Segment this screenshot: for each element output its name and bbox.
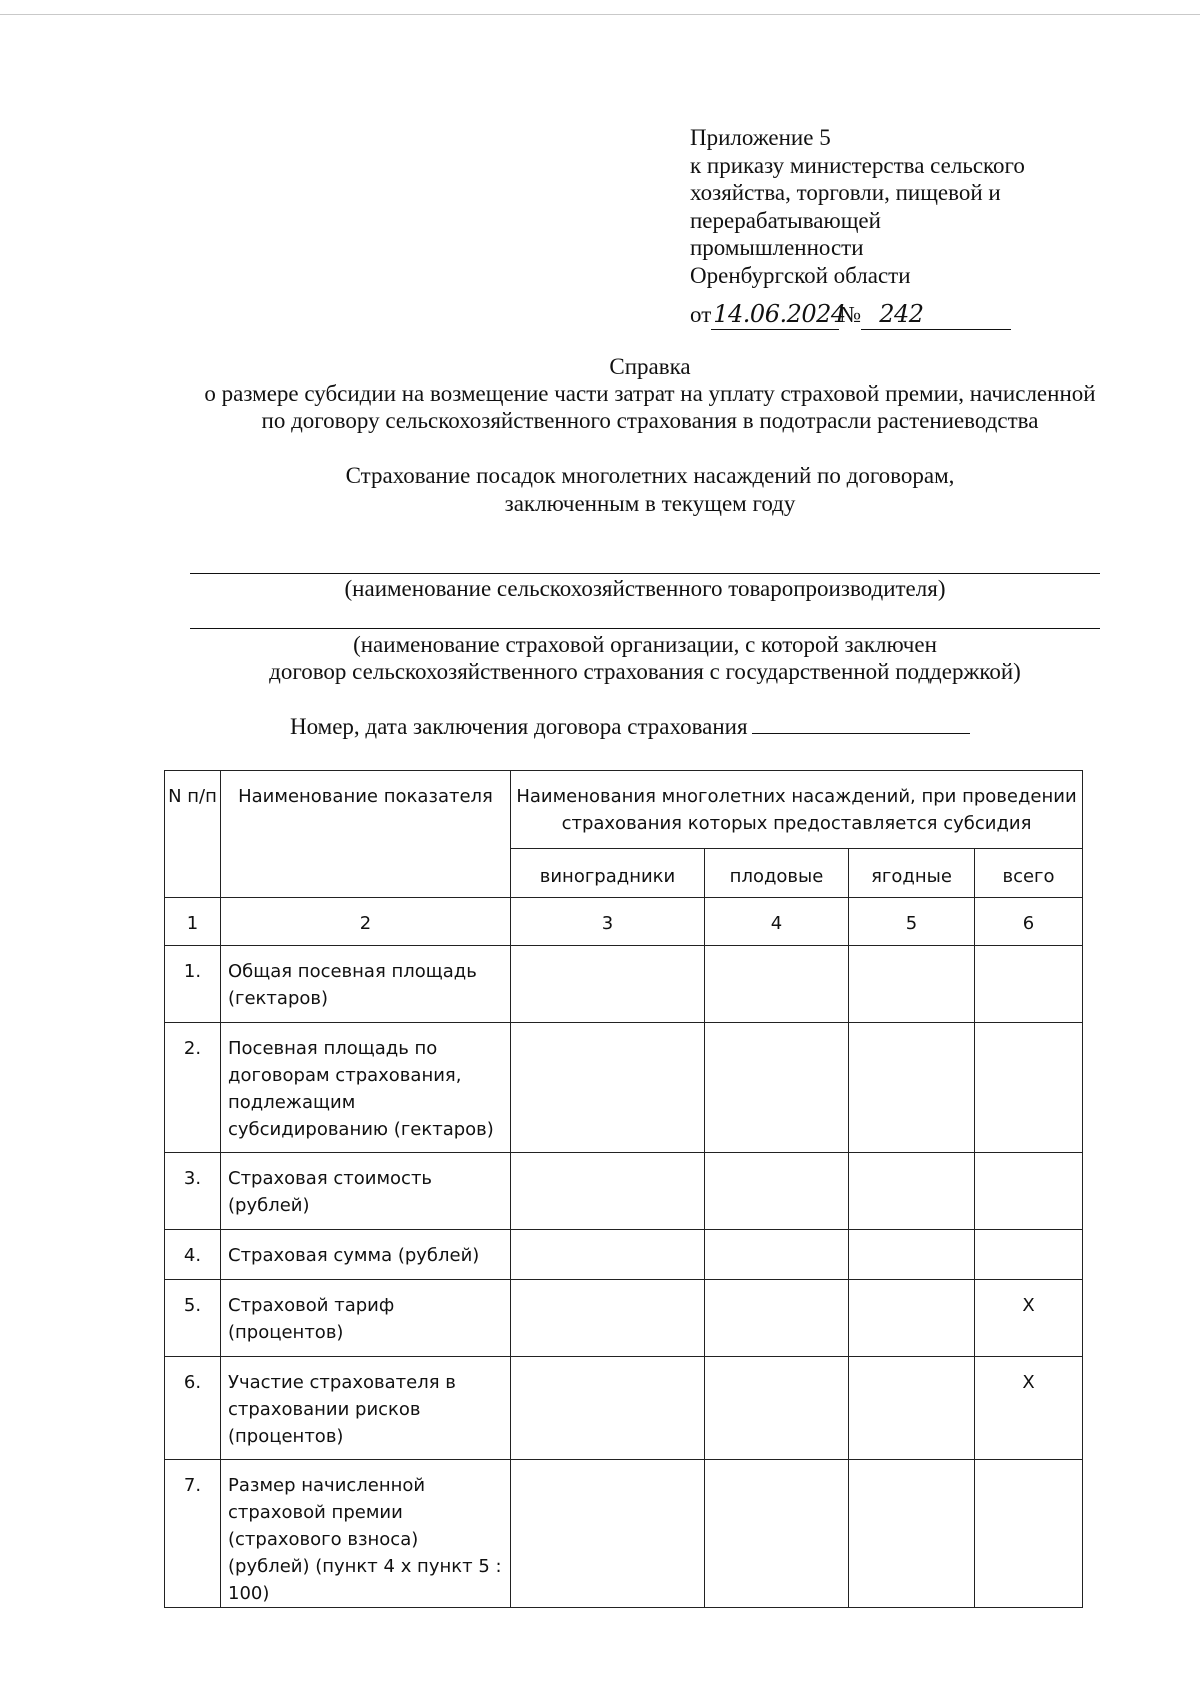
row-name: Общая посевная площадь (гектаров)	[221, 946, 511, 1023]
contract-field	[290, 713, 970, 741]
cell-fruit[interactable]	[705, 1357, 849, 1460]
row-number: 6.	[165, 1357, 221, 1460]
cell-berry[interactable]	[849, 1023, 975, 1153]
cell-fruit[interactable]	[705, 1153, 849, 1230]
insurer-label: (наименование страховой организации, с которой заключен	[353, 632, 937, 657]
header-indicator-name: Наименование показателя	[221, 771, 511, 898]
header-berry: ягодные	[849, 849, 975, 898]
cell-fruit[interactable]	[705, 1230, 849, 1280]
cell-vineyards[interactable]	[511, 1460, 705, 1608]
cell-berry[interactable]	[849, 1280, 975, 1357]
cell-berry[interactable]	[849, 1153, 975, 1230]
row-name: Страховой тариф (процентов)	[221, 1280, 511, 1357]
cell-total[interactable]	[975, 1023, 1083, 1153]
cell-total-x: X	[975, 1280, 1083, 1357]
table-row	[165, 946, 1083, 1023]
appendix-line: хозяйства, торговли, пищевой и	[690, 180, 1001, 205]
row-number: 1.	[165, 946, 221, 1023]
cell-vineyards[interactable]	[511, 1153, 705, 1230]
row-number: 5.	[165, 1280, 221, 1357]
column-number: 4	[705, 898, 849, 946]
subsidy-table	[164, 770, 1083, 1608]
cell-total-x: X	[975, 1357, 1083, 1460]
header-n: N п/п	[165, 771, 221, 898]
cell-total[interactable]	[975, 946, 1083, 1023]
document-title-line: о размере субсидии на возмещение части затрат на уплату страховой премии, начисленной	[204, 381, 1096, 406]
document-subtitle: заключенным в текущем году	[504, 491, 796, 516]
cell-vineyards[interactable]	[511, 1023, 705, 1153]
appendix-line: Оренбургской области	[690, 262, 911, 288]
row-number: 7.	[165, 1460, 221, 1608]
row-number: 3.	[165, 1153, 221, 1230]
row-name: Посевная площадь по договорам страхования, подлежащим субсидированию (гектаров)	[221, 1023, 511, 1153]
header-total: всего	[975, 849, 1083, 898]
appendix-from-prefix: от	[690, 302, 712, 327]
contract-fill-line[interactable]	[752, 713, 970, 734]
cell-total[interactable]	[975, 1153, 1083, 1230]
number-sign: №	[839, 302, 862, 327]
cell-vineyards[interactable]	[511, 1280, 705, 1357]
cell-vineyards[interactable]	[511, 1357, 705, 1460]
handwritten-number: 242	[861, 289, 1011, 330]
table-row	[165, 1357, 1083, 1460]
scan-top-edge	[0, 14, 1200, 15]
row-number: 4.	[165, 1230, 221, 1280]
table-row	[165, 1460, 1083, 1608]
row-name: Страховая сумма (рублей)	[221, 1230, 511, 1280]
table-row	[165, 1280, 1083, 1357]
row-name: Размер начисленной страховой премии (страхового взноса) (рублей) (пункт 4 x пункт 5 : 100)	[221, 1460, 511, 1608]
cell-berry[interactable]	[849, 1357, 975, 1460]
header-vineyards: виноградники	[511, 849, 705, 898]
cell-fruit[interactable]	[705, 946, 849, 1023]
table-row	[165, 1230, 1083, 1280]
document-heading: Справка	[609, 354, 691, 379]
cell-total[interactable]	[975, 1460, 1083, 1608]
contract-label: Номер, дата заключения договора страхования	[290, 714, 748, 739]
insurer-label: договор сельскохозяйственного страхования с государственной поддержкой)	[269, 659, 1021, 684]
column-number: 6	[975, 898, 1083, 946]
cell-fruit[interactable]	[705, 1280, 849, 1357]
appendix-line: Приложение 5	[690, 125, 831, 150]
column-number: 2	[221, 898, 511, 946]
row-name: Страховая стоимость (рублей)	[221, 1153, 511, 1230]
appendix-line: к приказу министерства сельского	[690, 152, 1025, 178]
document-subtitle: Страхование посадок многолетних насаждений по договорам,	[345, 463, 955, 488]
header-plantings-group: Наименования многолетних насаждений, при проведении страхования которых предоставляется субсидия	[511, 771, 1083, 849]
document-title-line: по договору сельскохозяйственного страхования в подотрасли растениеводства	[261, 408, 1039, 433]
column-number: 3	[511, 898, 705, 946]
row-name: Участие страхователя в страховании рисков (процентов)	[221, 1357, 511, 1460]
handwritten-date: 14.06.2024	[713, 300, 846, 328]
table-row	[165, 1153, 1083, 1230]
appendix-block	[690, 124, 1110, 330]
table-row	[165, 1023, 1083, 1153]
insurer-fill-line[interactable]	[190, 628, 1100, 629]
column-number: 1	[165, 898, 221, 946]
cell-berry[interactable]	[849, 1460, 975, 1608]
cell-vineyards[interactable]	[511, 1230, 705, 1280]
cell-vineyards[interactable]	[511, 946, 705, 1023]
cell-total[interactable]	[975, 1230, 1083, 1280]
producer-label: (наименование сельскохозяйственного товаропроизводителя)	[344, 576, 946, 601]
column-number: 5	[849, 898, 975, 946]
appendix-date-line	[690, 289, 1110, 330]
producer-fill-line[interactable]	[190, 573, 1100, 574]
cell-berry[interactable]	[849, 946, 975, 1023]
cell-fruit[interactable]	[705, 1023, 849, 1153]
header-fruit: плодовые	[705, 849, 849, 898]
cell-fruit[interactable]	[705, 1460, 849, 1608]
appendix-line: перерабатывающей	[690, 207, 881, 233]
cell-berry[interactable]	[849, 1230, 975, 1280]
row-number: 2.	[165, 1023, 221, 1153]
appendix-line: промышленности	[690, 235, 864, 260]
